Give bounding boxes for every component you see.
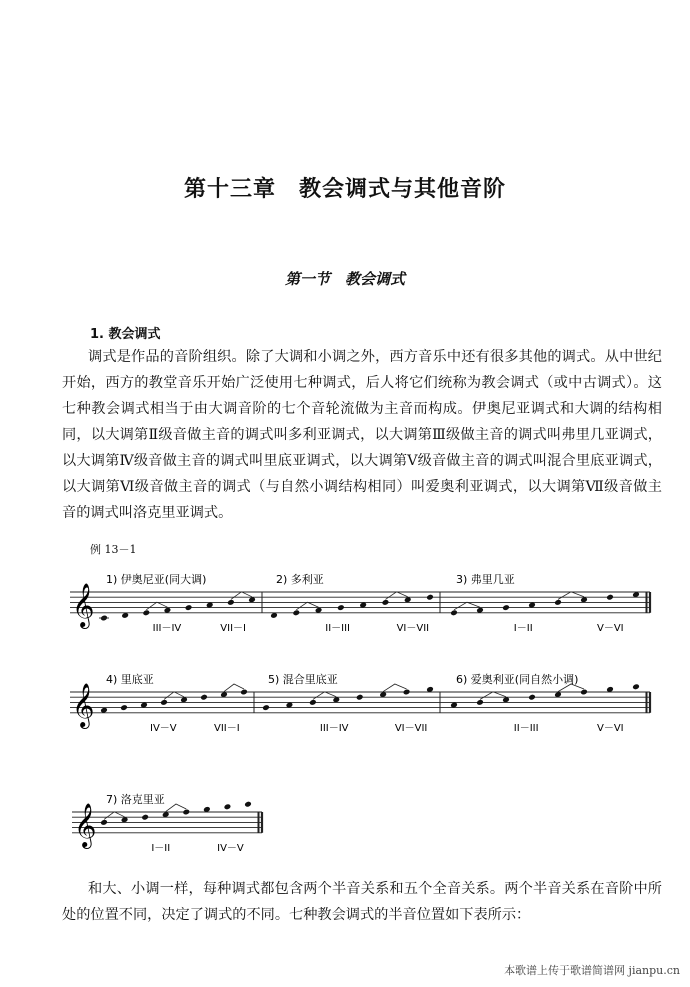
note-head xyxy=(120,704,128,711)
interval-label: IV－V xyxy=(217,842,244,854)
semitone-slur xyxy=(164,692,184,700)
interval-label: IV－V xyxy=(150,722,177,734)
semitone-slur xyxy=(224,684,244,692)
note-head xyxy=(224,803,232,810)
body-paragraph-1: 调式是作品的音阶组织。除了大调和小调之外，西方音乐中还有很多其他的调式。从中世纪开始，西方的教堂音乐开始广泛使用七种调式，后人将它们统称为教会调式（或中古调式）。这七种教会调式相当于由大调音阶的七个音轮流做为主音而构成。伊奥尼亚调式和大调的结构相同，以大调第Ⅱ级音做主音的调式叫多利亚调式，以大调第Ⅲ级做主音的调式叫弗里几亚调式，以大调第Ⅳ级音做主音的调式叫里底亚调式，以大调第Ⅴ级音做主音的调式叫混合里底亚调式，以大调第Ⅵ级音做主音的调式（与自然小调结构相同）叫爱奥利亚调式，以大调第Ⅶ级音做主音的调式叫洛克里亚调式。 xyxy=(62,349,662,521)
note-head xyxy=(227,599,235,606)
semitone-slur xyxy=(146,602,167,610)
semitone-slur xyxy=(104,812,125,820)
note-head xyxy=(580,689,588,696)
interval-label: I－II xyxy=(513,622,533,634)
note-head xyxy=(309,699,317,706)
interval-label: III－IV xyxy=(319,722,349,734)
semitone-slur xyxy=(313,692,336,700)
interval-label: VII－I xyxy=(220,622,246,634)
subsection-heading: 1. 教会调式 xyxy=(90,327,161,342)
mode-label: 2) 多利亚 xyxy=(276,573,324,586)
note-head xyxy=(160,699,168,706)
note-head xyxy=(100,819,108,826)
footer-watermark: 本歌谱上传于歌谱简谱网 jianpu.cn xyxy=(504,964,680,977)
interval-label: II－III xyxy=(513,722,539,734)
note-head xyxy=(240,689,248,696)
note-head xyxy=(141,814,149,821)
semitone-slur xyxy=(558,592,584,600)
note-head xyxy=(142,609,150,616)
interval-label: VI－VII xyxy=(396,622,430,634)
interval-label: III－IV xyxy=(152,622,182,634)
note-head xyxy=(182,809,190,816)
interval-label: VII－I xyxy=(214,722,240,734)
note-head xyxy=(554,599,562,606)
note-head xyxy=(337,604,345,611)
interval-label: V－VI xyxy=(597,722,624,734)
note-head xyxy=(200,694,208,701)
note-head xyxy=(632,683,640,690)
mode-label: 5) 混合里底亚 xyxy=(268,673,338,686)
note-head xyxy=(403,689,411,696)
mode-label: 6) 爱奥利亚(同自然小调) xyxy=(456,673,579,686)
note-head xyxy=(476,699,484,706)
semitone-slur xyxy=(385,592,407,600)
mode-label: 3) 弗里几亚 xyxy=(456,573,515,586)
mode-label: 4) 里底亚 xyxy=(106,673,154,686)
semitone-slur xyxy=(383,684,406,692)
note-head xyxy=(244,801,252,808)
body-paragraph-2: 和大、小调一样，每种调式都包含两个半音关系和五个全音关系。两个半音关系在音阶中所处的位置不同，决定了调式的不同。七种教会调式的半音位置如下表所示： xyxy=(62,881,662,923)
interval-label: V－VI xyxy=(597,622,624,634)
treble-clef-icon: 𝄞 xyxy=(72,682,95,727)
note-head xyxy=(450,609,458,616)
note-head xyxy=(382,599,390,606)
semitone-slur xyxy=(480,692,506,700)
mode-label: 7) 洛克里亚 xyxy=(106,793,165,806)
semitone-slur xyxy=(166,804,187,812)
semitone-slur xyxy=(454,602,480,610)
note-head xyxy=(606,594,614,601)
note-head xyxy=(262,704,270,711)
treble-clef-icon: 𝄞 xyxy=(74,802,97,847)
semitone-slur xyxy=(231,592,252,600)
note-head xyxy=(292,609,300,616)
interval-label: II－III xyxy=(325,622,351,634)
interval-label: I－II xyxy=(151,842,171,854)
example-label: 例 13－1 xyxy=(90,543,137,556)
treble-clef-icon: 𝄞 xyxy=(72,582,95,627)
semitone-slur xyxy=(296,602,318,610)
interval-label: VI－VII xyxy=(394,722,428,734)
note-head xyxy=(528,694,536,701)
note-head xyxy=(185,604,193,611)
chapter-title: 第十三章 教会调式与其他音阶 xyxy=(183,177,506,202)
note-head xyxy=(426,594,434,601)
mode-label: 1) 伊奥尼亚(同大调) xyxy=(106,573,207,586)
section-title: 第一节 教会调式 xyxy=(284,270,405,288)
note-head xyxy=(502,604,510,611)
note-head xyxy=(356,694,364,701)
